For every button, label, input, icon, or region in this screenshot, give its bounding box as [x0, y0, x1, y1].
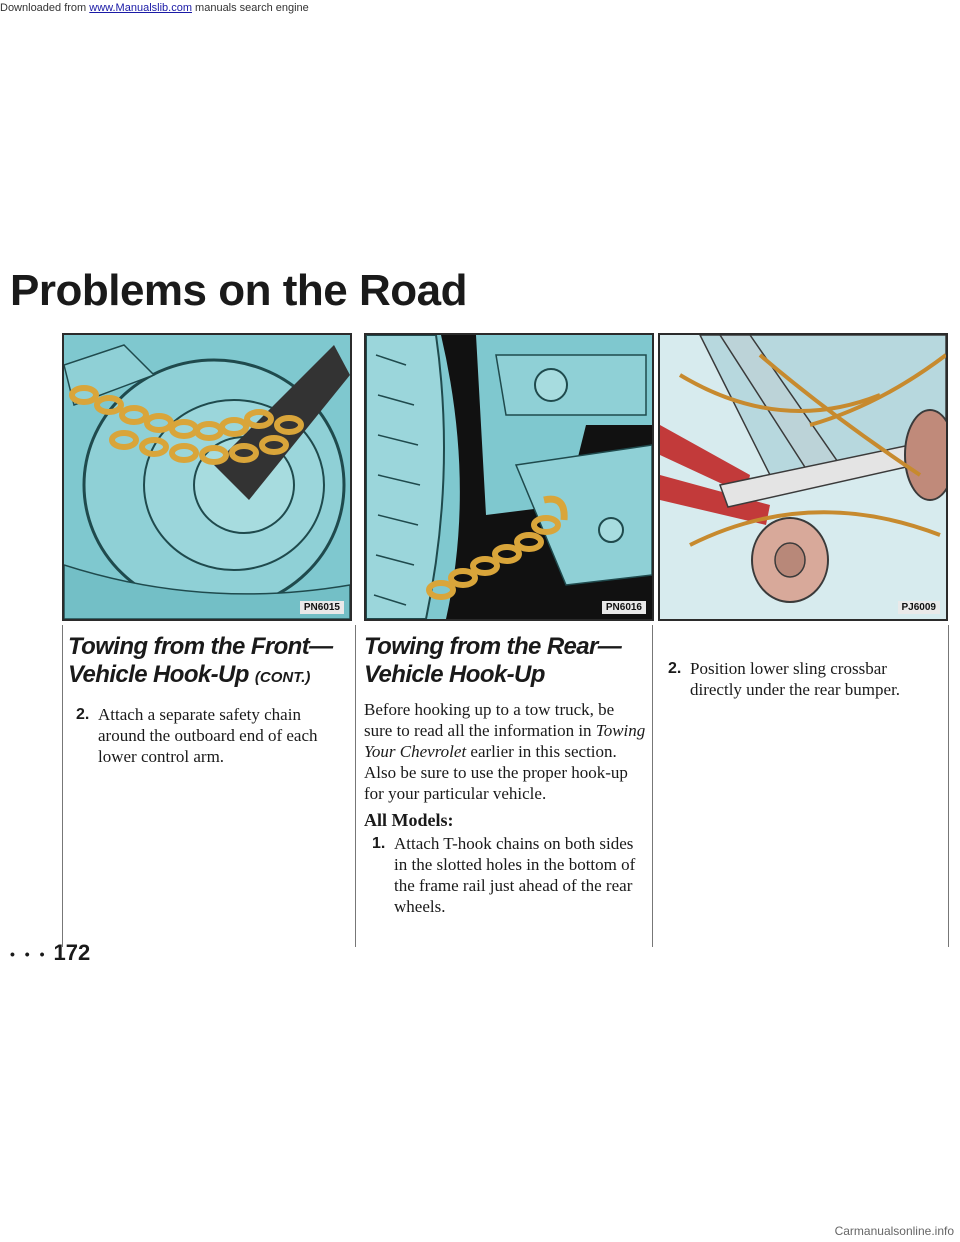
front-hookup-heading [68, 633, 350, 692]
intro-after: earlier in this section. Also be sure to use the proper hook-up for your particular vehicle. [364, 742, 628, 803]
step-text: Position lower sling crossbar directly under the rear bumper. [690, 659, 901, 699]
page-number [10, 940, 90, 966]
rear-wheel-illustration [366, 335, 652, 619]
left-column [68, 633, 350, 767]
step-item [68, 704, 350, 767]
column-rule-end [948, 625, 949, 947]
step-item [364, 833, 646, 917]
figure-rear-wheel [364, 333, 654, 621]
page-number-value: 172 [53, 940, 91, 965]
step-number: 2. [668, 660, 682, 677]
column-rule-left [62, 625, 63, 947]
figure-sling-crossbar [658, 333, 948, 621]
download-banner [0, 2, 309, 14]
heading-line-2: Vehicle Hook-Up [68, 661, 249, 688]
heading-line-1: Towing from the Front— [68, 633, 333, 660]
continued-marker: (CONT.) [254, 669, 311, 686]
intro-paragraph [364, 699, 646, 804]
sling-crossbar-illustration [660, 335, 946, 619]
step-number: 1. [372, 835, 386, 852]
download-suffix: manuals search engine [195, 2, 309, 14]
step-number: 2. [76, 706, 90, 723]
watermark-footer: Carmanualsonline.info [834, 1224, 954, 1238]
page-number-dots: • • • [10, 946, 48, 963]
manualslib-link[interactable]: www.Manualslib.com [89, 2, 192, 14]
heading-line-2: Vehicle Hook-Up [364, 661, 545, 688]
figure-code: PJ6009 [898, 601, 940, 614]
rear-hookup-heading [364, 633, 646, 689]
column-rule-middle [355, 625, 356, 947]
heading-line-1: Towing from the Rear— [364, 633, 622, 660]
download-prefix: Downloaded from [0, 2, 87, 14]
middle-column [364, 633, 646, 917]
right-column [660, 652, 942, 700]
step-text: Attach a separate safety chain around the outboard end of each lower control arm. [98, 705, 318, 766]
towing-reference: Towing Your Chevrolet [364, 721, 646, 761]
all-models-subhead: All Models: [364, 810, 454, 830]
step-item [660, 658, 942, 700]
page-title: Problems on the Road [10, 266, 467, 315]
figure-code: PN6015 [300, 601, 344, 614]
figure-code: PN6016 [602, 601, 646, 614]
figure-front-wheel [62, 333, 352, 621]
column-rule-right [652, 625, 653, 947]
front-wheel-illustration [64, 335, 350, 619]
intro-before: Before hooking up to a tow truck, be sure to read all the information in [364, 700, 615, 740]
step-text: Attach T-hook chains on both sides in the slotted holes in the bottom of the frame rail just ahead of the rear wheels. [394, 834, 636, 916]
